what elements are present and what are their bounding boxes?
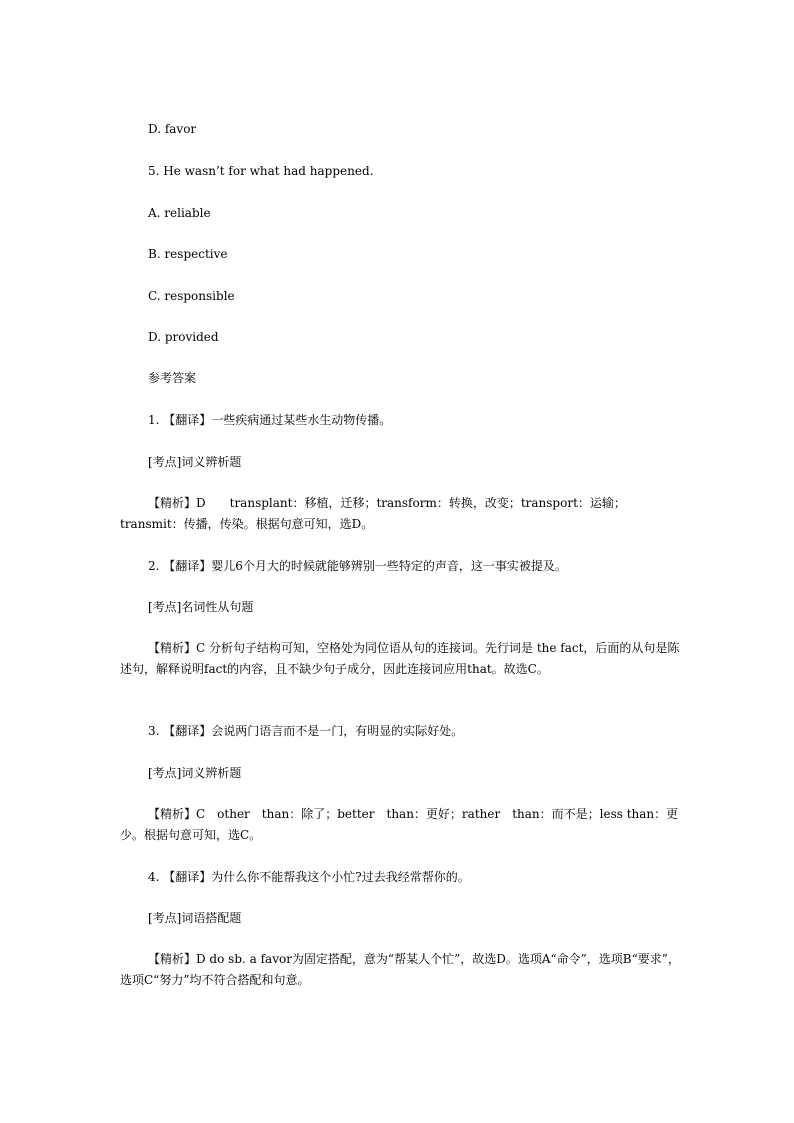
answer-4-topic: [考点]词语搭配题 (148, 911, 242, 925)
option-d: D. provided (148, 330, 219, 344)
answer-1-analysis: 【精析】D transplant：移植，迁移；transform：转换，改变；transport：运输；transmit：传播，传染。根据句意可知，选D。 (120, 496, 626, 531)
option-b: B. respective (148, 247, 228, 261)
answer-heading: 参考答案 (148, 371, 197, 385)
option-c: C. responsible (148, 289, 235, 303)
answer-2-topic: [考点]名词性从句题 (148, 600, 254, 614)
answer-1-translation: 1. 【翻译】一些疾病通过某些水生动物传播。 (148, 413, 392, 427)
answer-1-topic: [考点]词义辨析题 (148, 455, 242, 469)
answer-3-topic: [考点]词义辨析题 (148, 766, 242, 780)
option-d-favor: D. favor (148, 122, 197, 136)
answer-2-analysis: 【精析】C 分析句子结构可知，空格处为同位语从句的连接词。先行词是 the fact，后面的从句是陈述句，解释说明fact的内容，且不缺少句子成分，因此连接词应用that。故选C。 (120, 641, 680, 676)
answer-3-translation: 3. 【翻译】会说两门语言而不是一门，有明显的实际好处。 (148, 724, 464, 738)
answer-4-translation: 4. 【翻译】为什么你不能帮我这个小忙?过去我经常帮你的。 (148, 870, 470, 884)
option-a: A. reliable (148, 206, 211, 220)
question-5: 5. He wasn’t for what had happened. (148, 164, 374, 178)
answer-4-analysis: 【精析】D do sb. a favor为固定搭配，意为“帮某人个忙”，故选D。选项A“命令”，选项B“要求”，选项C“努力”均不符合搭配和句意。 (120, 952, 680, 987)
answer-2-translation: 2. 【翻译】婴儿6个月大的时候就能够辨别一些特定的声音，这一事实被提及。 (148, 559, 567, 573)
answer-3-analysis: 【精析】C other than：除了；better than：更好；rather than：而不是；less than：更少。根据句意可知，选C。 (120, 807, 679, 842)
